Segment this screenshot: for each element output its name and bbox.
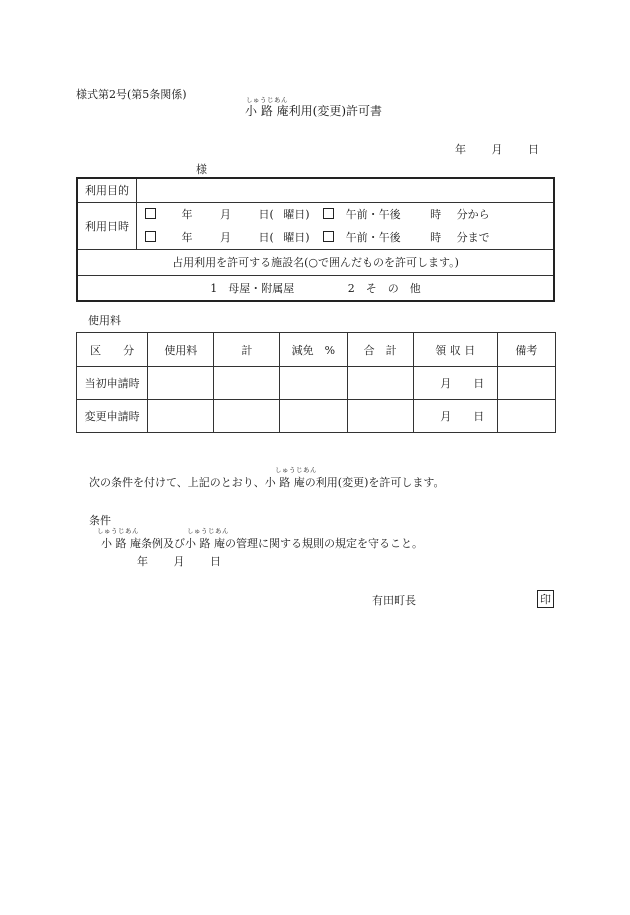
conditions-ruby-2: しゅうじあん	[187, 527, 229, 535]
fee-table	[76, 332, 556, 433]
fee-cell[interactable]	[148, 400, 214, 433]
row-label: 変更申請時	[77, 400, 148, 433]
table-row	[77, 367, 556, 400]
fee-section-label: 使用料	[88, 314, 121, 327]
usage-table	[76, 177, 555, 302]
total-cell[interactable]	[347, 367, 413, 400]
addressee-suffix: 様	[196, 163, 207, 176]
fee-header-category: 区 分	[77, 333, 148, 367]
fee-header-fee: 使用料	[148, 333, 214, 367]
title-ruby: しゅうじあん	[246, 96, 288, 104]
table-row	[77, 400, 556, 433]
datetime-cell	[137, 202, 555, 249]
checkbox[interactable]	[145, 208, 156, 219]
issue-date-year: 年	[455, 143, 466, 156]
fee-header-remarks: 備考	[497, 333, 555, 367]
conditions-ruby-1: しゅうじあん	[97, 527, 139, 535]
row-label: 当初申請時	[77, 367, 148, 400]
signature-date: 年 月 日	[137, 555, 221, 568]
facility-heading: 占用利用を許可する施設名(○で囲んだものを許可します。)	[77, 249, 554, 275]
datetime-row-to: 年 月 日( 曜日) 午前・午後 時 分まで	[137, 226, 553, 249]
purpose-label: 利用目的	[77, 178, 137, 202]
remarks-cell[interactable]	[497, 367, 555, 400]
permission-text: 次の条件を付けて、上記のとおり、小 路 庵の利用(変更)を許可します。	[89, 476, 445, 489]
receipt-date-cell[interactable]: 月 日	[413, 400, 497, 433]
seal-mark: 印	[537, 590, 554, 608]
issue-date-month: 月	[491, 143, 503, 156]
receipt-date-cell[interactable]: 月 日	[413, 367, 497, 400]
fee-header-subtotal: 計	[214, 333, 280, 367]
facility-option-other[interactable]: 2 そ の 他	[347, 281, 421, 295]
exemption-cell[interactable]	[280, 367, 347, 400]
subtotal-cell[interactable]	[214, 400, 280, 433]
title-facility-name: 小 路 庵	[245, 104, 289, 118]
form-number: 様式第2号(第5条関係)	[76, 88, 187, 101]
total-cell[interactable]	[347, 400, 413, 433]
fee-header-total: 合 計	[347, 333, 413, 367]
purpose-field[interactable]	[137, 178, 555, 202]
conditions-heading: 条件	[89, 514, 111, 527]
checkbox[interactable]	[323, 231, 334, 242]
exemption-cell[interactable]	[280, 400, 347, 433]
conditions-text: 小 路 庵条例及び小 路 庵の管理に関する規則の規定を守ること。	[101, 537, 423, 550]
fee-cell[interactable]	[148, 367, 214, 400]
facility-option-main-house[interactable]: 1 母屋・附属屋	[210, 281, 295, 295]
datetime-row-from: 年 月 日( 曜日) 午前・午後 時 分から	[137, 203, 553, 226]
title-suffix: 利用(変更)許可書	[288, 104, 383, 118]
subtotal-cell[interactable]	[214, 367, 280, 400]
mayor-title: 有田町長	[372, 594, 416, 607]
issue-date	[455, 141, 539, 157]
permission-ruby: しゅうじあん	[275, 466, 317, 474]
fee-header-exemption: 減免 %	[280, 333, 347, 367]
page-title	[245, 102, 382, 119]
checkbox[interactable]	[145, 231, 156, 242]
datetime-label: 利用日時	[77, 202, 137, 249]
issue-date-day: 日	[528, 143, 539, 156]
fee-header-receipt-date: 領 収 日	[413, 333, 497, 367]
facility-options	[77, 275, 554, 301]
checkbox[interactable]	[323, 208, 334, 219]
remarks-cell[interactable]	[497, 400, 555, 433]
